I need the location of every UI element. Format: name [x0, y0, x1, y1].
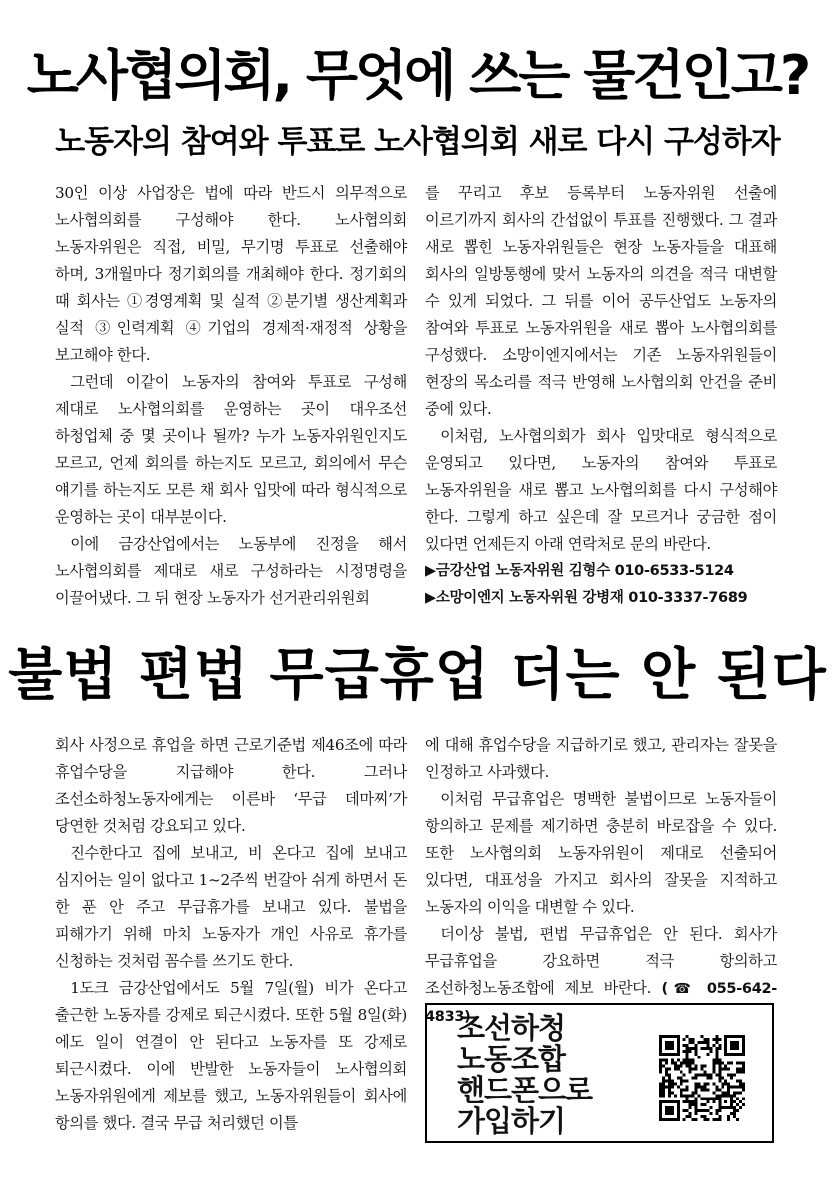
article1-paragraph: 30인 이상 사업장은 법에 따라 반드시 의무적으로 노사협의회를 구성해야 한다. 노사협의회 노동자위원은 직접, 비밀, 무기명 투표로 선출해야 하며, 3개월마다 정기회의를 개최해야 한다. 정기회의 때 회사는 ①경영계획 및 실적 ②분기별 생산계획과 실적 ③인력계획 ④기업의 경제적·재정적 상황을 보고해야 한다.: [55, 184, 407, 364]
article1-subtitle: 노동자의 참여와 투표로 노사협의회 새로 다시 구성하자: [55, 124, 780, 160]
paren-open: (: [661, 981, 668, 997]
phone-number-text: 055-642-4833): [425, 981, 778, 1025]
phone-icon: ☎: [667, 981, 697, 997]
article2-paragraph: 진수한다고 집에 보내고, 비 온다고 집에 보내고 심지어는 일이 없다고 1~2주씩 번갈아 쉬게 하면서 돈 한 푼 안 주고 무급휴가를 보내고 있다. 불법을 피해가기 위해 마치 노동자가 개인 사유로 휴가를 신청하는 것처럼 꼼수를 쓰기도 한다.: [55, 844, 407, 970]
contact-line-somang: ▶소망이엔지 노동자위원 강병재 010-3337-7689: [425, 590, 748, 606]
article1-paragraph: 이처럼, 노사협의회가 회사 입맛대로 형식적으로 운영되고 있다면, 노동자의 참여와 투표로 노동자위원을 새로 뽑고 노사협의회를 다시 구성해야 한다. 그렇게 하고 싶은데 잘 모르거나 궁금한 점이 있다면 언제든지 아래 연락처로 문의 바란다.: [425, 427, 777, 553]
article2-closing-text: 더이상 불법, 편법 무급휴업은 안 된다. 회사가 무급휴업을 강요하면 적극 항의하고 조선하청노동조합에 제보 바란다.: [425, 925, 777, 997]
article2-paragraph: 회사 사정으로 휴업을 하면 근로기준법 제46조에 따라 휴업수당을 지급해야 한다. 그러나 조선소하청노동자에게는 이른바 ‘무급 데마찌’가 당연한 것처럼 강요되고 있다.: [55, 736, 407, 835]
article1-paragraph: 이에 금강산업에서는 노동부에 진정을 해서 노사협의회를 제대로 새로 구성하라는 시정명령을 이끌어냈다. 그 뒤 현장 노동자가 선거관리위원회: [55, 535, 407, 607]
article2-title: 불법 편법 무급휴업 더는 안 된다: [8, 643, 827, 708]
article1-column-right: [425, 180, 777, 612]
article2-paragraph: 1도크 금강산업에서도 5월 7일(월) 비가 온다고 출근한 노동자를 강제로 퇴근시켰다. 또한 5월 8일(화)에도 일이 연결이 안 된다고 노동자를 또 강제로 퇴근시켰다. 이에 반발한 노동자들이 노사협의회 노동자위원에게 제보를 했고, 노동자위원들이 회사에 항의를 했다. 결국 무급 처리했던 이틀: [55, 979, 407, 1132]
article1-title: 노사협의회, 무엇에 쓰는 물건인고?: [26, 44, 809, 107]
article1-paragraph: 그런데 이같이 노동자의 참여와 투표로 구성해 제대로 노사협의회를 운영하는 곳이 대우조선 하청업체 중 몇 곳이나 될까? 누가 노동자위원인지도 모르고, 언제 회의를 하는지도 모르고, 회의에서 무슨 얘기를 하는지도 모른 채 회사 입맛에 따라 형식적으로 운영하는 곳이 대부분이다.: [55, 373, 407, 526]
article1-column-left: [55, 180, 407, 612]
qr-code-icon[interactable]: [659, 1035, 745, 1121]
article2-column-right: [425, 732, 777, 1031]
article2-paragraph: 에 대해 휴업수당을 지급하기로 했고, 관리자는 잘못을 인정하고 사과했다.: [425, 736, 777, 781]
union-line: 핸드폰으로: [457, 1073, 593, 1107]
article2-paragraph: 이처럼 무급휴업은 명백한 불법이므로 노동자들이 항의하고 문제를 제기하면 충분히 바로잡을 수 있다. 또한 노사협의회 노동자위원이 제대로 선출되어 있다면, 대표성을 가지고 회사의 잘못을 지적하고 노동자의 이익을 대변할 수 있다.: [425, 790, 777, 916]
union-line: 가입하기: [457, 1104, 566, 1138]
article2-column-left: [55, 732, 407, 1137]
contact-line-geumgang: ▶금강산업 노동자위원 김형수 010-6533-5124: [425, 563, 734, 579]
union-line: 노동조합: [457, 1042, 566, 1076]
article1-paragraph: 를 꾸리고 후보 등록부터 노동자위원 선출에 이르기까지 회사의 간섭없이 투표를 진행했다. 그 결과 새로 뽑힌 노동자위원들은 현장 노동자들을 대표해 회사의 일방통행에 맞서 노동자의 의견을 적극 대변할 수 있게 되었다. 그 뒤를 이어 공두산업도 노동자의 참여와 투표로 노동자위원을 새로 뽑아 노사협의회를 구성했다. 소망이엔지에서는 기존 노동자위원들이 현장의 목소리를 적극 반영해 노사협의회 안건을 준비 중에 있다.: [425, 184, 777, 418]
union-signup-text: [457, 1013, 592, 1137]
union-line: 조선하청: [457, 1011, 566, 1045]
union-signup-box: [425, 1003, 774, 1143]
